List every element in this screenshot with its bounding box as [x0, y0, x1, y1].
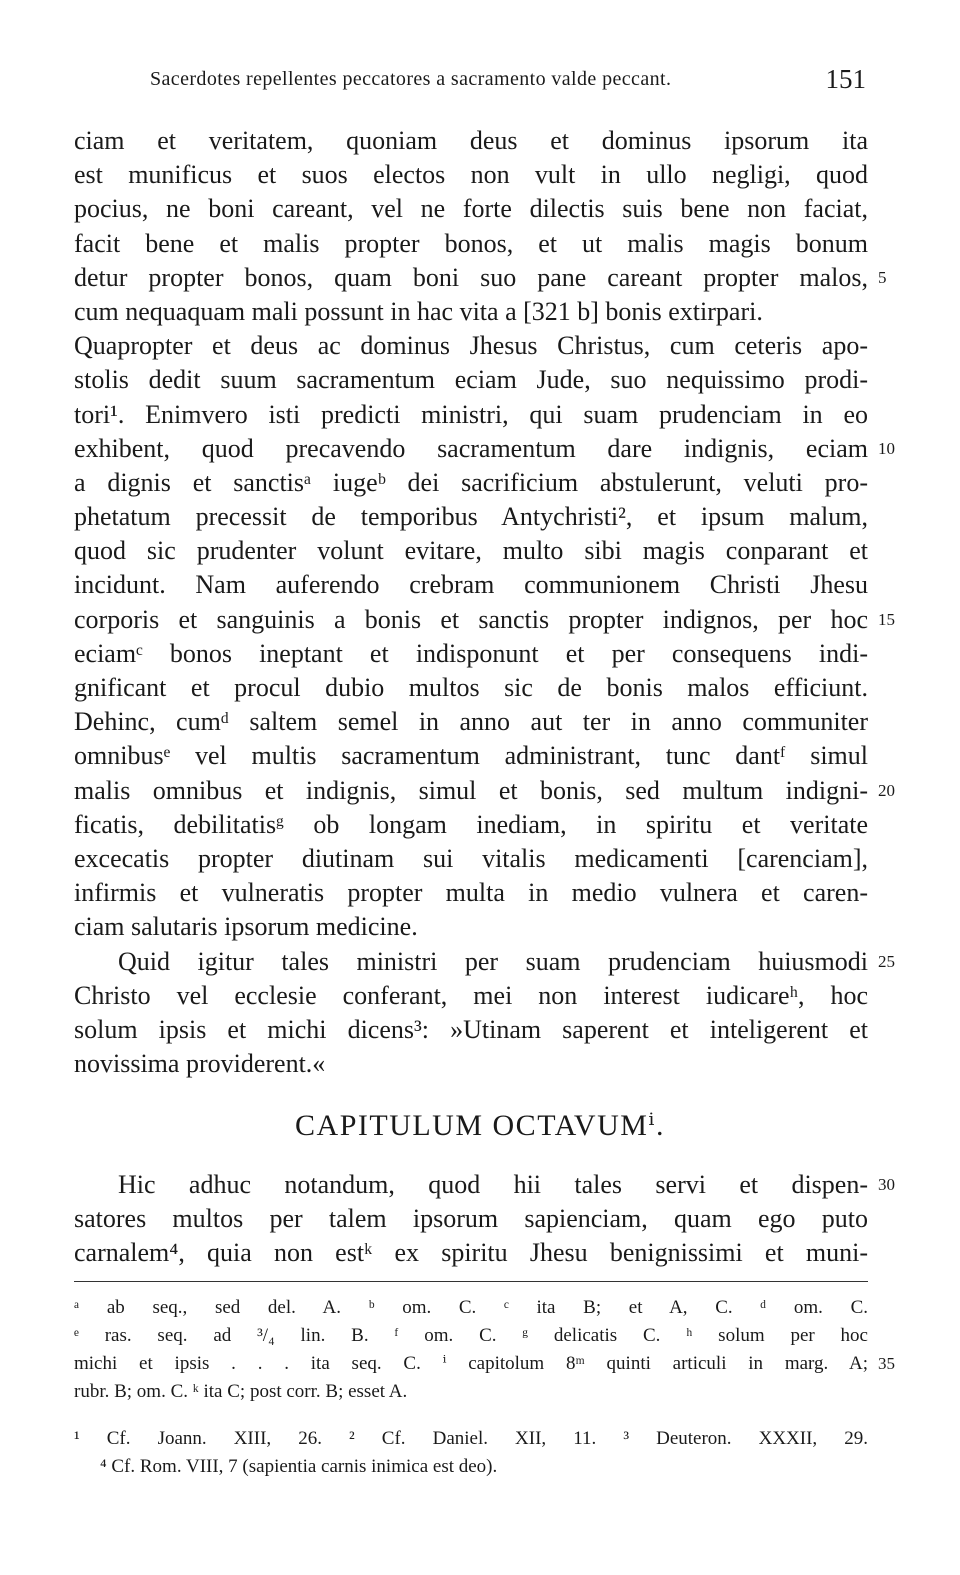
line-number: 10 [878, 438, 895, 458]
text-line-text: pocius, ne boni careant, vel ne forte dilectis suis bene non faciat, [74, 194, 868, 224]
text-line [74, 910, 868, 944]
text-line [74, 842, 868, 876]
text-line [74, 1047, 868, 1081]
text-line [74, 774, 895, 808]
text-line-text: est munificus et suos electos non vult in ullo negligi, quod [74, 160, 868, 190]
text-line-text: malis omnibus et indignis, simul et bonis, sed multum indigni- [74, 775, 868, 805]
text-line-text: eciamᶜ bonos ineptant et indisponunt et per consequens indi- [74, 638, 868, 668]
text-line-text: a dignis et sanctisᵃ iugeᵇ dei sacrificium abstulerunt, veluti pro- [74, 467, 868, 497]
text-line [74, 158, 868, 192]
line-number: 25 [878, 951, 895, 971]
text-line-text: stolis dedit suum sacramentum eciam Jude, suo nequissimo prodi- [74, 365, 868, 395]
source-notes [74, 1425, 868, 1481]
footnote-divider [74, 1281, 868, 1282]
page-number: 151 [825, 64, 866, 94]
text-line [74, 739, 868, 773]
apparatus-line [74, 1378, 868, 1406]
text-line-text: tori¹. Enimvero isti predicti ministri, qui suam prudenciam in eo [74, 399, 868, 429]
chapter-text [74, 1168, 895, 1271]
text-line [74, 329, 868, 363]
text-line [74, 1236, 868, 1270]
apparatus-line [74, 1350, 895, 1378]
text-line [74, 671, 868, 705]
text-line-text: corporis et sanguinis a bonis et sanctis propter indignos, per hoc [74, 604, 868, 634]
source-note: ⁴ Cf. Rom. VIII, 7 (sapientia carnis inimica est deo). [100, 1456, 498, 1477]
text-line [74, 192, 868, 226]
line-number: 35 [878, 1354, 895, 1373]
critical-apparatus [74, 1294, 895, 1406]
apparatus-line [74, 1294, 868, 1322]
text-line [74, 500, 868, 534]
apparatus-line [74, 1322, 868, 1350]
apparatus-line-text: ᵉ ras. seq. ad ³/₄ lin. B. ᶠ om. C. ᵍ delicatis C. ʰ solum per hoc [74, 1325, 868, 1346]
text-line [74, 534, 868, 568]
text-line-text: ciam salutaris ipsorum medicine. [74, 912, 418, 942]
chapter-heading: CAPITULUM OCTAVUMⁱ. [295, 1109, 665, 1142]
body-text [74, 124, 895, 1081]
text-line-text: Quid igitur tales ministri per suam prudenciam huiusmodi [118, 946, 868, 976]
line-number: 5 [878, 267, 887, 287]
text-line-text: excecatis propter diutinam sui vitalis medicamenti [carenciam], [74, 843, 868, 873]
text-line-text: novissima providerent.« [74, 1049, 326, 1079]
text-line [74, 124, 868, 158]
text-line-text: Hic adhuc notandum, quod hii tales servi et dispen- [118, 1170, 868, 1199]
text-line [74, 1202, 868, 1236]
text-line [74, 363, 868, 397]
text-line-text: exhibent, quod precavendo sacramentum dare indignis, eciam [74, 433, 868, 463]
text-line-text: ficatis, debilitatisᵍ ob longam inediam, in spiritu et veritate [74, 809, 868, 839]
text-line-text: Dehinc, cumᵈ saltem semel in anno aut ter in anno communiter [74, 707, 868, 737]
text-line [74, 432, 895, 466]
text-line-text: quod sic prudenter volunt evitare, multo sibi magis conparant et [74, 536, 868, 566]
text-line-text: infirmis et vulneratis propter multa in medio vulnera et caren- [74, 878, 868, 908]
running-head [150, 64, 866, 94]
text-line [74, 705, 868, 739]
text-line-text: ciam et veritatem, quoniam deus et dominus ipsorum ita [74, 126, 868, 155]
text-line-text: detur propter bonos, quam boni suo pane careant propter malos, [74, 262, 868, 292]
text-line-text: omnibusᵉ vel multis sacramentum administrant, tunc dantᶠ simul [74, 741, 868, 771]
text-line [74, 637, 868, 671]
text-line-text: incidunt. Nam auferendo crebram communionem Christi Jhesu [74, 570, 868, 600]
text-line-text: facit bene et malis propter bonos, et ut malis magis bonum [74, 228, 868, 258]
text-line-text: phetatum precessit de temporibus Antychristi², et ipsum malum, [74, 502, 868, 532]
line-number: 15 [878, 609, 895, 629]
text-line [74, 1168, 895, 1202]
apparatus-line-text: ᵃ ab seq., sed del. A. ᵇ om. C. ᶜ ita B; et A, C. ᵈ om. C. [74, 1297, 868, 1318]
text-line [74, 945, 895, 979]
text-line-text: Quapropter et deus ac dominus Jhesus Christus, cum ceteris apo- [74, 331, 868, 361]
text-line [74, 1013, 868, 1047]
apparatus-line-text: rubr. B; om. C. ᵏ ita C; post corr. B; esset A. [74, 1381, 408, 1402]
text-line [74, 603, 895, 637]
text-line-text: solum ipsis et michi dicens³: »Utinam saperent et inteligerent et [74, 1014, 868, 1044]
text-line-text: gnificant et procul dubio multos sic de bonis malos efficiunt. [74, 673, 868, 702]
text-line-text: satores multos per talem ipsorum sapienciam, quam ego puto [74, 1204, 868, 1234]
text-line [74, 466, 868, 500]
line-number: 30 [878, 1175, 895, 1194]
text-line [74, 398, 868, 432]
text-line-text: carnalem⁴, quia non estᵏ ex spiritu Jhesu benignissimi et muni- [74, 1238, 868, 1268]
text-line [74, 808, 868, 842]
text-line [74, 227, 868, 261]
text-line [74, 979, 868, 1013]
text-line [74, 568, 868, 602]
text-line [74, 295, 868, 329]
text-line [74, 261, 887, 295]
text-line-text: Christo vel ecclesie conferant, mei non interest iudicareʰ, hoc [74, 980, 868, 1010]
running-title: Sacerdotes repellentes peccatores a sacramento valde peccant. [150, 68, 672, 90]
text-line-text: cum nequaquam mali possunt in hac vita a [321 b] bonis extirpari. [74, 296, 763, 326]
text-line [74, 876, 868, 910]
source-note: ¹ Cf. Joann. XIII, 26. ² Cf. Daniel. XII, 11. ³ Deuteron. XXXII, 29. [74, 1428, 868, 1449]
line-number: 20 [878, 780, 895, 800]
apparatus-line-text: michi et ipsis . . . ita seq. C. ⁱ capitolum 8ᵐ quinti articuli in marg. A; [74, 1353, 868, 1374]
